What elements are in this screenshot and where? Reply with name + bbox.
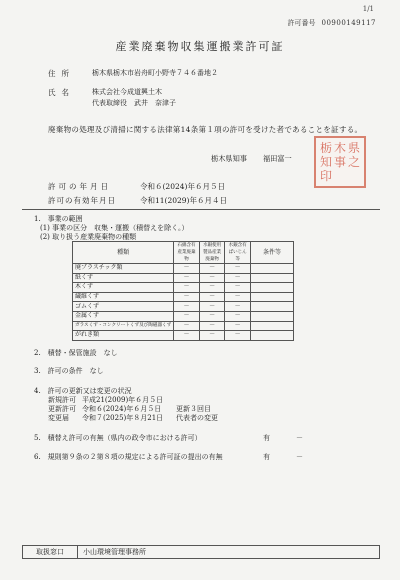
history-date: 令和６(2024)年６月５日 (82, 405, 162, 413)
mercury-products-cell: － (199, 321, 225, 331)
table-row (73, 292, 294, 302)
seal-char: 印 (319, 169, 332, 183)
conditions-cell (250, 264, 293, 274)
contact-office-value: 小山環境管理事務所 (83, 548, 146, 556)
header-conditions: 条件等 (250, 242, 293, 264)
history-note: 更新３回目 (176, 405, 211, 413)
waste-types-table (72, 241, 294, 341)
header-type: 種類 (73, 242, 174, 264)
permit-number-label: 許可番号 (287, 19, 316, 27)
waste-name: 廃プラスチック類 (73, 264, 174, 274)
mercury-dust-cell: － (225, 283, 251, 293)
asbestos-cell: － (174, 273, 200, 283)
permit-number (288, 18, 377, 28)
history-kind: 更新許可 (48, 405, 76, 413)
contact-office-box (22, 545, 380, 559)
waste-name: 金属くず (73, 311, 174, 321)
waste-name: ガラスくず・コンクリートくず及び陶磁器くず (73, 321, 174, 331)
waste-name: がれき類 (73, 331, 174, 341)
mercury-products-cell: － (199, 302, 225, 312)
asbestos-cell: － (174, 311, 200, 321)
permit-conditions: 3. 許可の条件 なし (34, 367, 104, 375)
governor-name: 福田富一 (262, 154, 292, 163)
permit-date-value: 令和６(2024)年６月５日 (140, 182, 225, 191)
waste-name: 紙くず (73, 273, 174, 283)
business-category: (1) 事業の区分 収集・運搬（積替えを除く。） (40, 224, 189, 232)
waste-name: 繊維くず (73, 292, 174, 302)
mercury-dust-cell: － (225, 311, 251, 321)
table-row (73, 264, 294, 274)
mercury-dust-cell: － (225, 302, 251, 312)
transfer-permit-text: 5. 積替え許可の有無（県内の政令市における許可） (34, 434, 202, 442)
document-title: 産業廃棄物収集運搬業許可証 (115, 40, 285, 53)
waste-types-heading: (2) 取り扱う産業廃棄物の種類 (40, 233, 137, 241)
header-mercury-dust: 水銀含有ばいじん等 (225, 242, 251, 264)
representative: 代表取締役 武井 奈津子 (92, 99, 176, 107)
seal-char: 事 (333, 155, 346, 169)
certification-text: 廃棄物の処理及び清掃に関する法律第14条第１項の許可を受けた者であることを証する。 (48, 125, 363, 134)
address-value: 栃木県栃木市岩舟町小野寺７４６番地２ (92, 69, 218, 77)
waste-name: ゴムくず (73, 302, 174, 312)
table-row (73, 283, 294, 293)
conditions-cell (250, 302, 293, 312)
mercury-products-cell: － (199, 283, 225, 293)
mercury-products-cell: － (199, 264, 225, 274)
submission-value: 有 (263, 453, 270, 461)
table-row (73, 321, 294, 331)
history-kind: 変更届 (48, 414, 69, 422)
seal-char: 栃 (319, 141, 332, 155)
submission-dash: － (296, 453, 303, 461)
mercury-products-cell: － (199, 311, 225, 321)
submission-text: 6. 規則第９条の２第８項の規定による許可証の提出の有無 (34, 453, 223, 461)
conditions-cell (250, 311, 293, 321)
waste-name: 木くず (73, 283, 174, 293)
storage-facility: 2. 積替・保管施設 なし (34, 349, 118, 357)
conditions-cell (250, 321, 293, 331)
history-heading: 4. 許可の更新又は変更の状況 (34, 387, 132, 395)
conditions-cell (250, 283, 293, 293)
mercury-products-cell: － (199, 273, 225, 283)
conditions-cell (250, 331, 293, 341)
mercury-dust-cell: － (225, 331, 251, 341)
table-row (73, 311, 294, 321)
seal-char: 之 (347, 155, 360, 169)
seal-char: 県 (347, 141, 360, 155)
scope-heading: 1. 事業の範囲 (34, 215, 83, 223)
seal-char: 木 (333, 141, 346, 155)
history-row (48, 413, 218, 423)
conditions-cell (250, 273, 293, 283)
official-seal (314, 136, 366, 188)
table-row (73, 273, 294, 283)
contact-office-label: 取扱窓口 (23, 546, 78, 558)
asbestos-cell: － (174, 283, 200, 293)
asbestos-cell: － (174, 264, 200, 274)
address-label: 住所 (48, 69, 75, 78)
mercury-products-cell: － (199, 292, 225, 302)
history-date: 令和７(2025)年８月21日 (82, 414, 164, 422)
seal-char: 知 (319, 155, 332, 169)
table-header-row (73, 242, 294, 264)
permit-number-value: 00900149117 (321, 19, 376, 27)
mercury-dust-cell: － (225, 273, 251, 283)
asbestos-cell: － (174, 302, 200, 312)
header-mercury-products: 水銀使用製品産業廃棄物 (199, 242, 225, 264)
history-date: 平成21(2009)年６月５日 (82, 396, 164, 404)
table-row (73, 302, 294, 312)
asbestos-cell: － (174, 292, 200, 302)
mercury-products-cell: － (199, 331, 225, 341)
transfer-permit-value: 有 (263, 434, 270, 442)
history-note: 代表者の変更 (176, 414, 218, 422)
governor (211, 154, 292, 164)
expiry-date-value: 令和11(2029)年６月４日 (140, 196, 227, 205)
history-kind: 新規許可 (48, 396, 76, 404)
asbestos-cell: － (174, 331, 200, 341)
divider (22, 209, 380, 210)
asbestos-cell: － (174, 321, 200, 331)
conditions-cell (250, 292, 293, 302)
transfer-permit-dash: － (296, 434, 303, 442)
company-name: 株式会社今成道興土木 (92, 88, 162, 96)
mercury-dust-cell: － (225, 264, 251, 274)
mercury-dust-cell: － (225, 292, 251, 302)
header-asbestos: 石綿含有産業廃棄物 (174, 242, 200, 264)
expiry-date-label: 許可の有効年月日 (48, 196, 116, 205)
page-number: 1/1 (362, 5, 374, 13)
permit-date-label: 許可の年月日 (48, 182, 111, 191)
mercury-dust-cell: － (225, 321, 251, 331)
governor-title: 栃木県知事 (211, 154, 247, 163)
name-label: 氏名 (48, 88, 75, 97)
table-row (73, 331, 294, 341)
